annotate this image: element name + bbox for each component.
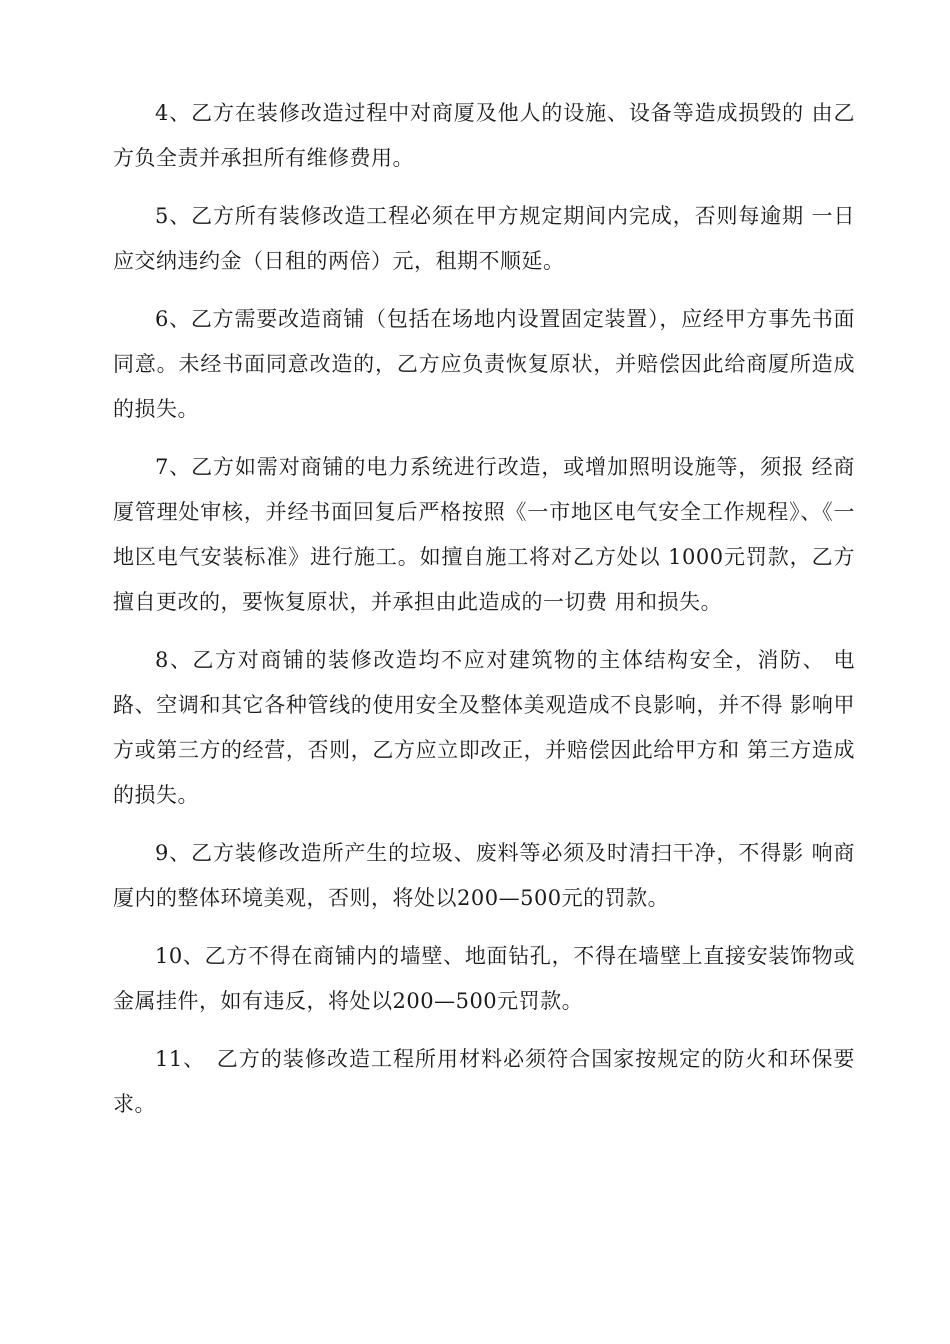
clause-10: 10、乙方不得在商铺内的墙壁、地面钻孔，不得在墙壁上直接安装饰物或金属挂件，如有违反，将处以200—500元罚款。 — [113, 944, 855, 1013]
clause-8: 8、乙方对商铺的装修改造均不应对建筑物的主体结构安全，消防、 电路、空调和其它各种管线的使用安全及整体美观造成不良影响，并不得 影响甲方或第三方的经营，否则，乙方应立即改正，并赔偿因此给甲方和 第三方造成的损失。 — [113, 648, 855, 807]
clause-7: 7、乙方如需对商铺的电力系统进行改造，或增加照明设施等，须报 经商厦管理处审核，并经书面回复后严格按照《一市地区电气安全工作规程》、《一地区电气安装标准》进行施工。如擅自施工将对乙方处以 1000元罚款，乙方擅自更改的，要恢复原状，并承担由此造成的一切费 用和损失。 — [113, 455, 855, 614]
document-body — [113, 91, 855, 1140]
clause-9: 9、乙方装修改造所产生的垃圾、废料等必须及时清扫干净，不得影 响商厦内的整体环境美观，否则，将处以200—500元的罚款。 — [113, 841, 855, 910]
clause-6: 6、乙方需要改造商铺（包括在场地内设置固定装置），应经甲方事先书面同意。未经书面同意改造的，乙方应负责恢复原状，并赔偿因此给商厦所造成的损失。 — [113, 307, 855, 421]
clause-11: 11、 乙方的装修改造工程所用材料必须符合国家按规定的防火和环保要求。 — [113, 1047, 855, 1116]
clause-5: 5、乙方所有装修改造工程必须在甲方规定期间内完成，否则每逾期 一日应交纳违约金（日租的两倍）元，租期不顺延。 — [113, 204, 855, 273]
clause-4: 4、乙方在装修改造过程中对商厦及他人的设施、设备等造成损毁的 由乙方负全责并承担所有维修费用。 — [113, 101, 855, 170]
